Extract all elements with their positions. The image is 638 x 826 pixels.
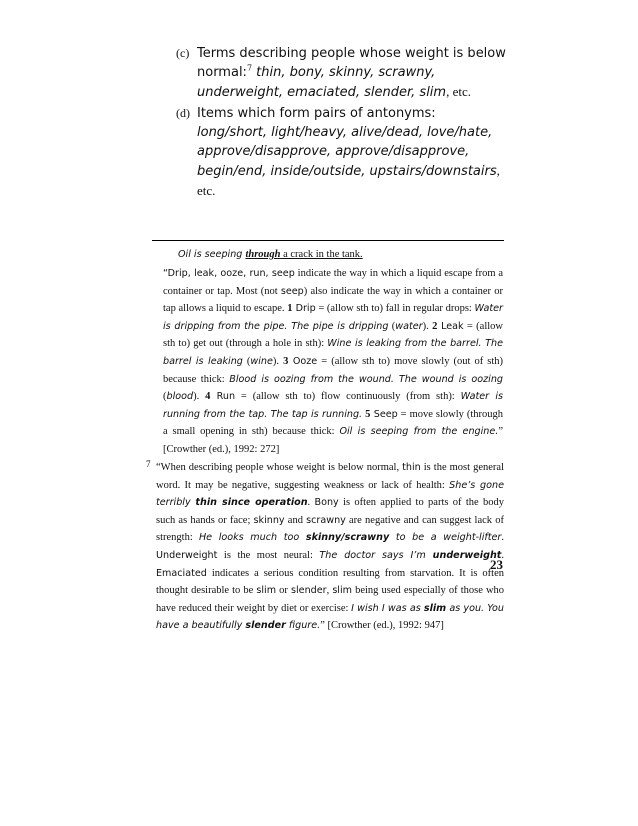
- item-tail: , etc.: [197, 163, 500, 198]
- fn-text: “When describing people whose weight is below normal,: [156, 462, 403, 473]
- fn-text: .: [501, 549, 504, 561]
- fn-text: indicate the way in which a liquid escape from a container or tap. Most (not: [163, 268, 504, 297]
- fn-term: skinny: [253, 514, 285, 526]
- fn-term: slender: [291, 585, 327, 597]
- fn-term: seep: [280, 285, 304, 297]
- fn-term: Bony: [314, 497, 339, 509]
- fn-example: blood: [166, 391, 194, 403]
- item-label: (d): [176, 106, 190, 120]
- fn-text: is the most general word. It may be negative, suggesting weakness or lack of health:: [156, 462, 504, 491]
- fn-text: .: [501, 532, 505, 544]
- fn-term: Seep: [370, 408, 398, 420]
- fn-text: being used especially of those who have reduced their weight by diet or exercise:: [156, 585, 505, 614]
- fn-text: “Drip, leak, ooze, run, seep: [163, 268, 295, 279]
- footnote-seven: [156, 459, 504, 635]
- fn-num: 2: [432, 320, 438, 332]
- footnote-example-line: [178, 246, 503, 264]
- item-lead: Items which form pairs of antonyms:: [197, 106, 436, 121]
- footnote-mark: 7: [146, 459, 151, 469]
- fn-example: Wine is leaking from the barrel. The barrel is leaking: [163, 338, 503, 367]
- fn-text: ).: [193, 391, 206, 403]
- fn-text: = move slowly (through a small opening in sth) because thick:: [163, 408, 503, 438]
- fn-example: She’s gone terribly: [156, 479, 504, 509]
- fn-text: = (allow sth to) flow continuously (from sth):: [235, 391, 461, 403]
- fn-num: 3: [283, 355, 289, 367]
- fn-citation: ” [Crowther (ed.), 1992: 272]: [163, 426, 503, 455]
- fn-term: Run: [210, 391, 236, 403]
- fn-text: ) also indicate the way in which a container or tap allows a liquid to escape.: [163, 285, 503, 315]
- item-terms: long/short, light/heavy, alive/dead, love/hate, approve/disapprove, approve/disapprove, begin/end, inside/outside, upstairs/downstairs: [197, 125, 497, 179]
- fn-example: slender: [245, 620, 286, 632]
- fn-text: or: [276, 585, 291, 597]
- footnote-divider: [152, 240, 504, 241]
- fn-example: Water is dripping from the pipe. The pipe is dripping: [163, 303, 503, 332]
- fn-term: Ooze: [288, 355, 318, 367]
- fn-example: skinny/scrawny: [305, 532, 390, 544]
- fn-example: Oil is seeping from the engine.: [339, 426, 499, 438]
- list-item-c: [176, 44, 506, 102]
- fn-example: as you. You have a beautifully: [156, 602, 504, 632]
- fn-text: = (allow sth to) get out (through a hole in sth):: [163, 320, 503, 350]
- fn-term: slim: [256, 585, 277, 597]
- fn-text: ).: [422, 320, 433, 332]
- fn-text: (: [388, 320, 396, 332]
- example-tail: a crack in the tank.: [280, 249, 363, 260]
- fn-text: is the most neural:: [217, 549, 320, 561]
- fn-text: and: [284, 514, 307, 526]
- fn-text: = (allow sth to) fall in regular drops:: [315, 303, 475, 315]
- example-text: Oil is seeping: [178, 249, 246, 260]
- fn-example: He looks much too: [198, 532, 306, 544]
- fn-example: Blood is oozing from the wound. The wound is oozing: [229, 373, 504, 385]
- fn-example: underweight: [432, 549, 502, 561]
- fn-text: is often applied to parts of the body such as hands or face;: [156, 497, 505, 526]
- fn-example: The doctor says I’m: [319, 549, 433, 561]
- fn-text: (: [163, 391, 167, 403]
- fn-example: slim: [423, 602, 447, 614]
- fn-text: .: [307, 497, 315, 509]
- fn-text: ,: [326, 585, 333, 597]
- footnote-ref: 7: [246, 63, 253, 73]
- fn-term: thin: [402, 462, 421, 473]
- fn-example: water: [395, 320, 423, 332]
- page-number: 23: [490, 557, 503, 572]
- fn-text: indicates a serious condition resulting from starvation. It is often thought desirable to be: [156, 567, 504, 597]
- fn-text: are negative and can suggest lack of strength:: [156, 514, 504, 544]
- fn-num: 5: [365, 408, 371, 420]
- fn-num: 1: [287, 303, 293, 315]
- fn-term: Drip: [292, 303, 316, 315]
- fn-term: Leak: [437, 320, 464, 332]
- fn-example: wine: [250, 355, 273, 367]
- fn-term: scrawny: [306, 514, 346, 526]
- item-tail: , etc.: [446, 84, 471, 99]
- fn-example: figure.: [285, 620, 321, 632]
- fn-example: Water is running from the tap. The tap is running.: [163, 391, 504, 420]
- fn-term: Underweight: [156, 549, 218, 561]
- item-terms: thin, bony, skinny, scrawny, underweight, emaciated, slender, slim: [197, 65, 447, 100]
- fn-example: I wish I was as: [351, 602, 424, 614]
- fn-text: (: [242, 355, 251, 367]
- fn-example: to be a weight-lifter: [389, 532, 502, 544]
- fn-num: 4: [205, 391, 211, 403]
- fn-text: ).: [272, 355, 284, 367]
- example-bold: through: [245, 249, 281, 260]
- fn-citation: ” [Crowther (ed.), 1992: 947]: [320, 620, 444, 632]
- fn-text: = (allow sth to) move slowly (out of sth) because thick:: [163, 355, 504, 385]
- footnote-drip-leak: [163, 265, 503, 459]
- list-item-d: [176, 104, 506, 201]
- fn-example: thin since operation: [195, 497, 308, 509]
- fn-term: Emaciated: [156, 567, 207, 579]
- fn-term: slim: [332, 585, 352, 597]
- item-lead: Terms describing people whose weight is below normal:: [197, 46, 506, 80]
- item-label: (c): [176, 46, 190, 60]
